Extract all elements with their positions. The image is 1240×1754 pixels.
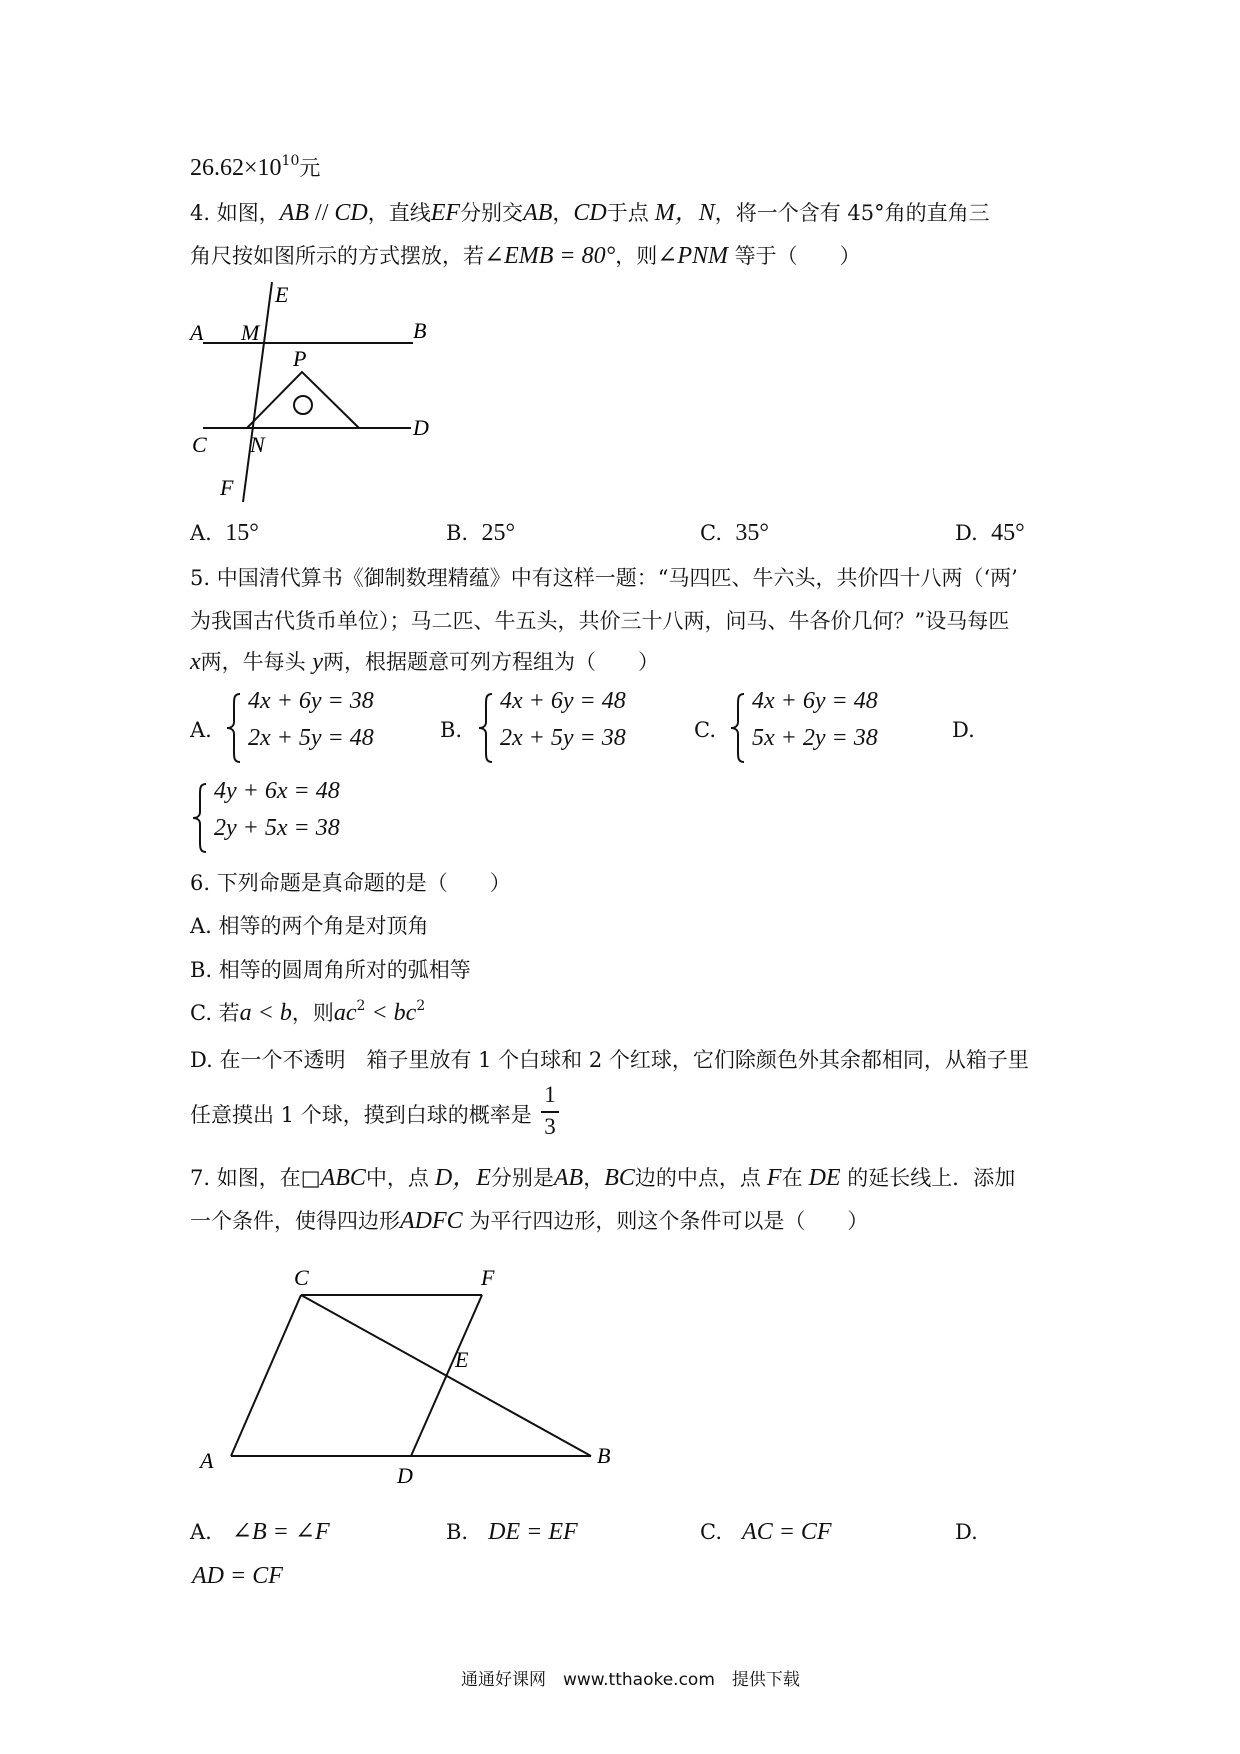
q4-option-b[interactable]: B. 25° xyxy=(446,520,516,546)
q5-option-b-key[interactable]: B. xyxy=(440,718,463,742)
q6-option-a[interactable]: A. 相等的两个角是对顶角 xyxy=(190,914,429,938)
q5-stem-line1: 5. 中国清代算书《御制数理精蕴》中有这样一题：“马四匹、牛六头，共价四十八两（‘两’ xyxy=(190,566,1018,590)
q6-stem: 6. 下列命题是真命题的是（ ） xyxy=(190,871,511,895)
q6-option-d-line1[interactable]: D. 在一个不透明 箱子里放有 1 个白球和 2 个红球，它们除颜色外其余都相同，从箱子里 xyxy=(190,1048,1029,1072)
page-footer: 通通好课网 www.tthaoke.com 提供下载 xyxy=(461,1670,800,1690)
q6-option-d-line2[interactable]: 任意摸出 1 个球，摸到白球的概率是 xyxy=(190,1103,532,1127)
triangle-ruler xyxy=(247,372,359,428)
q4-option-c[interactable]: C. 35° xyxy=(700,520,769,546)
label-c: C xyxy=(192,432,207,457)
q5-option-c-key[interactable]: C. xyxy=(694,718,716,742)
q7-option-d-key[interactable]: D. xyxy=(955,1520,978,1544)
label-f: F xyxy=(481,1265,495,1290)
segment-ca xyxy=(231,1295,301,1456)
label-a: A xyxy=(190,320,204,345)
label-c: C xyxy=(294,1265,309,1290)
brace-icon xyxy=(476,692,496,764)
brace-icon xyxy=(224,692,244,764)
label-m: M xyxy=(241,320,260,345)
q7-option-d-value[interactable]: AD = CF xyxy=(192,1563,283,1589)
q5-stem-line2: 为我国古代货币单位）；马二匹、牛五头，共价三十八两，问马、牛各价几何？”设马每匹 xyxy=(190,609,1010,633)
label-b: B xyxy=(597,1443,611,1468)
q7-figure xyxy=(185,1255,625,1490)
fraction-one-third: 1 3 xyxy=(541,1082,559,1140)
label-a: A xyxy=(200,1448,214,1473)
q4-option-d[interactable]: D. 45° xyxy=(955,520,1025,546)
label-d: D xyxy=(413,415,429,440)
q7-option-b[interactable]: B. DE = EF xyxy=(446,1519,578,1545)
segment-df xyxy=(411,1295,482,1456)
q5-option-a-key[interactable]: A. xyxy=(190,718,212,742)
q7-option-a[interactable]: A. ∠B = ∠F xyxy=(190,1519,330,1545)
q4-option-a[interactable]: A. 15° xyxy=(190,520,259,546)
ruler-hole xyxy=(294,396,312,414)
q6-option-b[interactable]: B. 相等的圆周角所对的弧相等 xyxy=(190,958,471,982)
line-ef xyxy=(243,282,272,502)
q5-stem-line3: x两，牛每头 y两，根据题意可列方程组为（ ） xyxy=(190,649,659,675)
brace-icon xyxy=(190,782,210,854)
label-n: N xyxy=(250,432,265,457)
label-b: B xyxy=(413,318,427,343)
q4-stem-line1: 4. 如图，AB // CD，直线EF分别交AB，CD于点 M，N，将一个含有 45°角的直角三 xyxy=(190,200,990,226)
q7-stem-line1: 7. 如图，在□ABC中，点 D，E分别是AB，BC边的中点，点 F在 DE 的延长线上．添加 xyxy=(190,1165,1016,1191)
brace-icon xyxy=(728,692,748,764)
q7-stem-line2: 一个条件，使得四边形ADFC 为平行四边形，则这个条件可以是（ ） xyxy=(190,1208,869,1234)
label-f: F xyxy=(220,475,234,500)
label-e: E xyxy=(275,282,289,307)
q6-option-c[interactable]: C. 若a < b，则$ac^2 < bc^2$ xyxy=(190,998,426,1026)
q4-figure xyxy=(185,280,445,505)
q5-option-d-key[interactable]: D. xyxy=(952,718,975,742)
q7-option-c[interactable]: C. AC = CF xyxy=(700,1519,832,1545)
label-d: D xyxy=(397,1463,413,1488)
label-e: E xyxy=(455,1347,469,1372)
answer-fragment: $26.62\times 10^{10}$元 xyxy=(190,153,321,181)
label-p: P xyxy=(293,346,307,371)
q4-stem-line2: 角尺按如图所示的方式摆放，若∠EMB = 80°，则∠PNM 等于（ ） xyxy=(190,243,861,269)
